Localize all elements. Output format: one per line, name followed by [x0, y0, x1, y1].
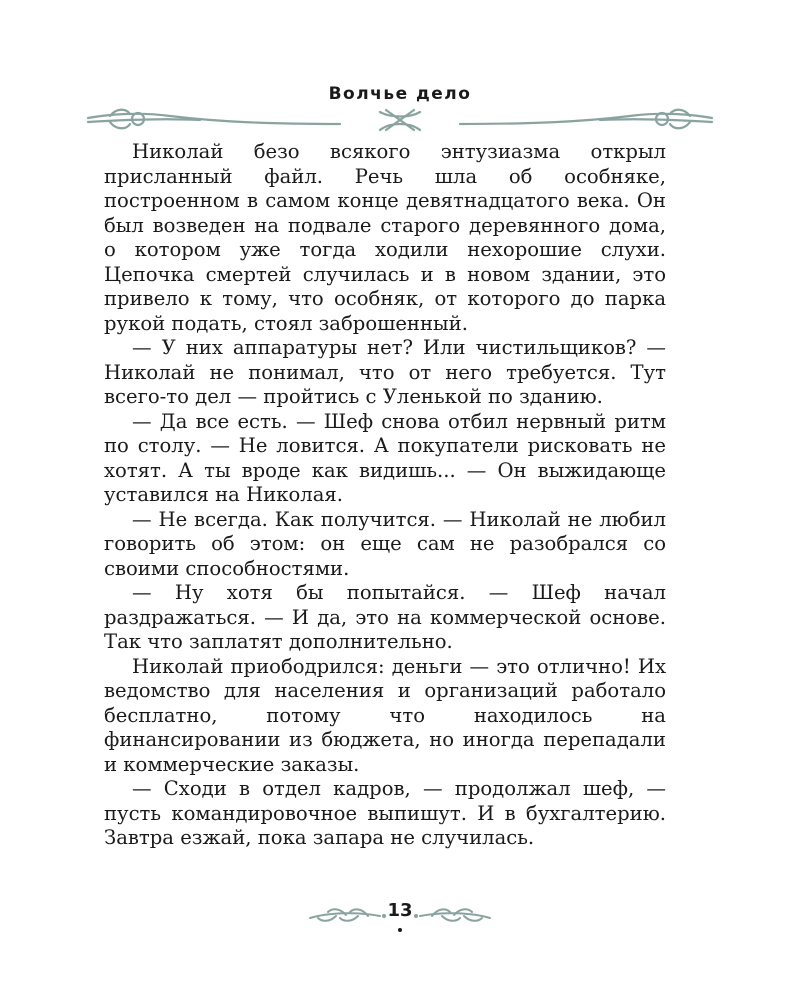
paragraph: Николай безо всякого энтузиазма открыл присланный файл. Речь шла об особняке, построенном в самом конце девятнадцатого века. Он был возведен на подвале старого деревянного дома, о котором уже тогда ходили нехорошие слухи. Цепочка смертей случилась и в новом здании, это привело к тому, что особняк, от которого до парка рукой подать, стоял заброшенный. [104, 140, 666, 335]
page-number: 13 [387, 900, 413, 921]
running-title: Волчье дело [328, 84, 472, 104]
paragraph: — У них аппаратуры нет? Или чистильщиков? — Николай не понимал, что от него требуется. Тут всего-то дел — пройтись с Уленькой по зданию. [104, 336, 666, 408]
scroll-flourish-ornament-icon [80, 104, 720, 132]
paragraph: Николай приободрился: деньги — это отлично! Их ведомство для населения и организаций работало бесплатно, потому что находилось на финансировании из бюджета, но иногда перепадали и коммерческие заказы. [104, 654, 666, 776]
paragraph: — Ну хотя бы попытайся. — Шеф начал раздражаться. — И да, это на коммерческой основе. Так что заплатят дополнительно. [104, 581, 666, 653]
paragraph: — Не всегда. Как получится. — Николай не любил говорить об этом: он еще сам не разобрался со своими способностями. [104, 507, 666, 580]
body-text [104, 140, 666, 851]
page-header [0, 78, 800, 138]
page-footer [0, 898, 800, 938]
paragraph: — Да все есть. — Шеф снова отбил нервный ритм по столу. — Не ловится. А покупатели рисковать не хотят. А ты вроде как видишь... — Он выжидающе уставился на Николая. [104, 409, 666, 506]
paragraph: — Сходи в отдел кадров, — продолжал шеф, — пусть командировочное выпишут. И в бухгалтерию. Завтра езжай, пока запара не случилась. [104, 777, 666, 849]
